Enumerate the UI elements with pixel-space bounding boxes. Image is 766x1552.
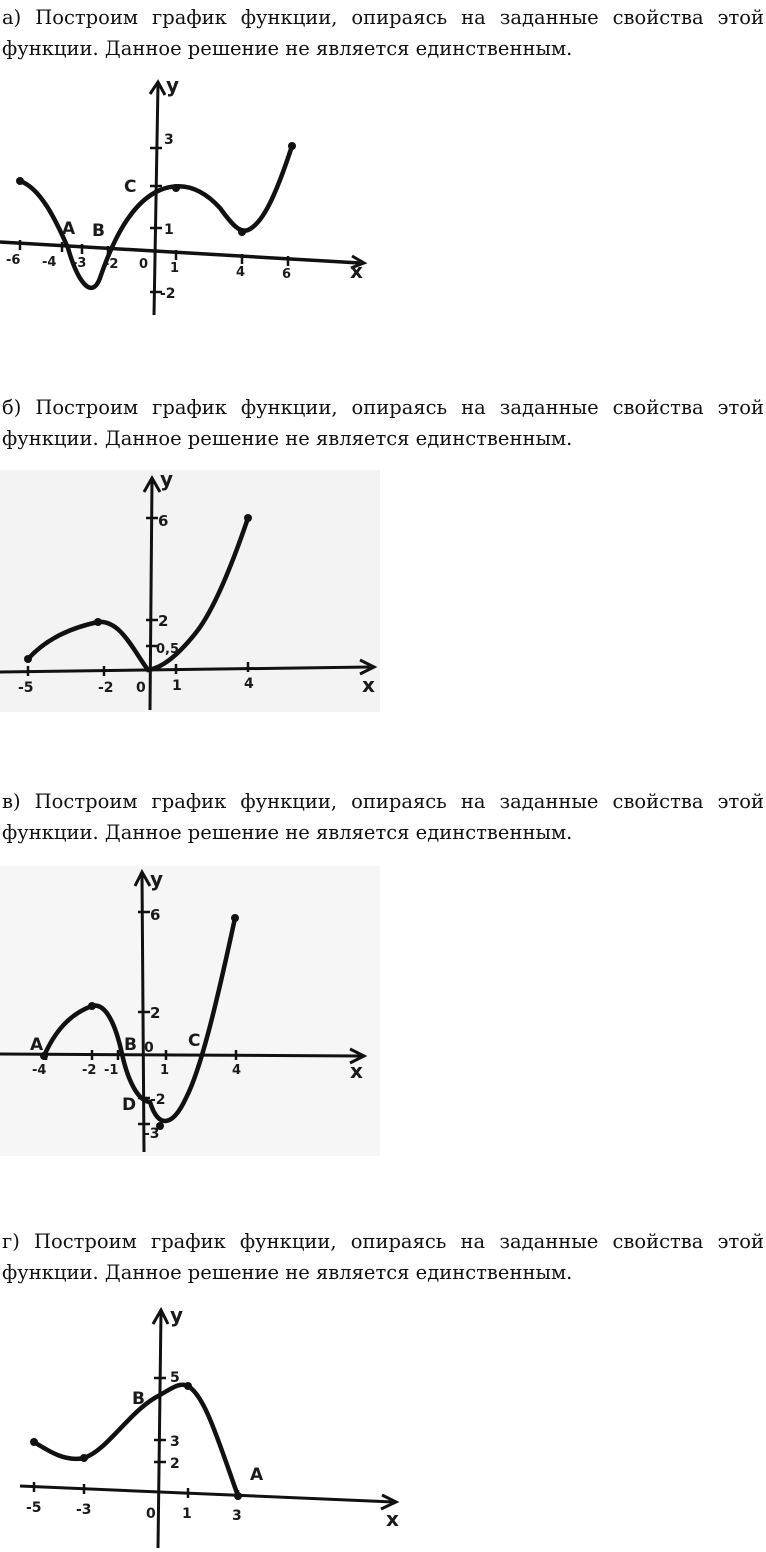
y-tick-label: 5	[170, 1370, 180, 1386]
y-axis-label: y	[166, 73, 180, 97]
y-tick-label: 0	[144, 1040, 154, 1056]
scan-background	[0, 866, 380, 1156]
x-tick-label: 4	[232, 1063, 242, 1078]
x-axis-label: x	[386, 1507, 399, 1531]
x-axis	[0, 1054, 362, 1056]
y-axis	[154, 84, 158, 315]
x-tick-label: 1	[160, 1063, 170, 1078]
x-tick-label: -4	[32, 1063, 47, 1078]
section-d-text: г) Построим график функции, опираясь на заданные свойства этой функции. Данное решение не является единственным.	[2, 1230, 764, 1284]
graph-c-svg	[0, 866, 380, 1156]
y-tick-label: 6	[158, 512, 169, 530]
x-tick-label: 0	[139, 257, 149, 272]
y-tick-label: 3	[164, 132, 174, 148]
x-tick-label: 1	[182, 1506, 192, 1522]
point-label: C	[188, 1031, 201, 1051]
x-tick-label: 1	[172, 678, 182, 694]
x-tick-label: -2	[104, 257, 119, 272]
x-axis	[20, 1486, 394, 1502]
point-label: D	[122, 1095, 137, 1115]
y-axis-label: y	[160, 467, 174, 491]
x-tick-label: -6	[6, 253, 21, 268]
x-tick-label: 6	[282, 267, 292, 282]
x-axis-label: x	[350, 259, 363, 283]
y-axis-label: y	[170, 1303, 184, 1327]
x-tick-label: 4	[244, 676, 254, 692]
x-tick-label: -2	[82, 1063, 97, 1078]
y-tick-label: 1	[164, 222, 174, 238]
graph-c	[0, 866, 380, 1156]
scan-background	[0, 470, 380, 712]
y-tick-label: 2	[158, 612, 169, 630]
y-tick-label: 6	[150, 906, 161, 924]
point-label: B	[124, 1035, 137, 1055]
point-label: B	[132, 1389, 145, 1409]
point-label: A	[30, 1035, 44, 1055]
graph-a	[0, 73, 370, 318]
section-b-text: б) Построим график функции, опираясь на заданные свойства этой функции. Данное решение не является единственным.	[2, 396, 764, 450]
graph-b	[0, 467, 380, 712]
x-tick-label: -4	[42, 255, 57, 270]
y-tick-label: -3	[144, 1126, 160, 1142]
x-tick-label: -1	[104, 1063, 119, 1078]
y-tick-label: 2	[150, 1004, 161, 1022]
x-tick-label: -5	[18, 680, 34, 696]
y-tick-label: -2	[160, 286, 176, 302]
y-tick-label: 0,5	[156, 642, 180, 657]
x-tick-label: 3	[232, 1508, 242, 1524]
x-axis-label: x	[350, 1059, 363, 1083]
section-c-text: в) Построим график функции, опираясь на заданные свойства этой функции. Данное решение не является единственным.	[2, 790, 764, 844]
y-tick-label: 2	[170, 1456, 180, 1472]
point-label: C	[124, 177, 137, 197]
x-axis-label: x	[362, 673, 375, 697]
section-a-text: а) Построим график функции, опираясь на заданные свойства этой функции. Данное решение не является единственным.	[2, 6, 764, 60]
x-tick-label: 4	[236, 265, 246, 280]
x-tick-label: -3	[76, 1502, 92, 1518]
x-tick-label: -3	[72, 256, 87, 271]
y-axis	[150, 480, 152, 710]
y-tick-label: 3	[170, 1434, 180, 1450]
y-axis-label: y	[150, 867, 164, 891]
x-tick-label: 0	[136, 680, 146, 696]
graph-a-svg	[0, 73, 370, 318]
graph-d-svg	[0, 1300, 410, 1550]
point-label: A	[250, 1465, 264, 1485]
y-axis	[158, 1312, 161, 1548]
x-tick-label: -5	[26, 1500, 42, 1516]
point-label: A	[62, 219, 76, 239]
y-tick-label: -2	[150, 1092, 166, 1108]
graph-d	[0, 1300, 410, 1550]
x-tick-label: -2	[98, 680, 114, 696]
point-label: B	[92, 221, 105, 241]
graph-b-svg	[0, 467, 380, 712]
x-tick-label: 1	[170, 261, 180, 276]
x-tick-label: 0	[146, 1506, 156, 1522]
